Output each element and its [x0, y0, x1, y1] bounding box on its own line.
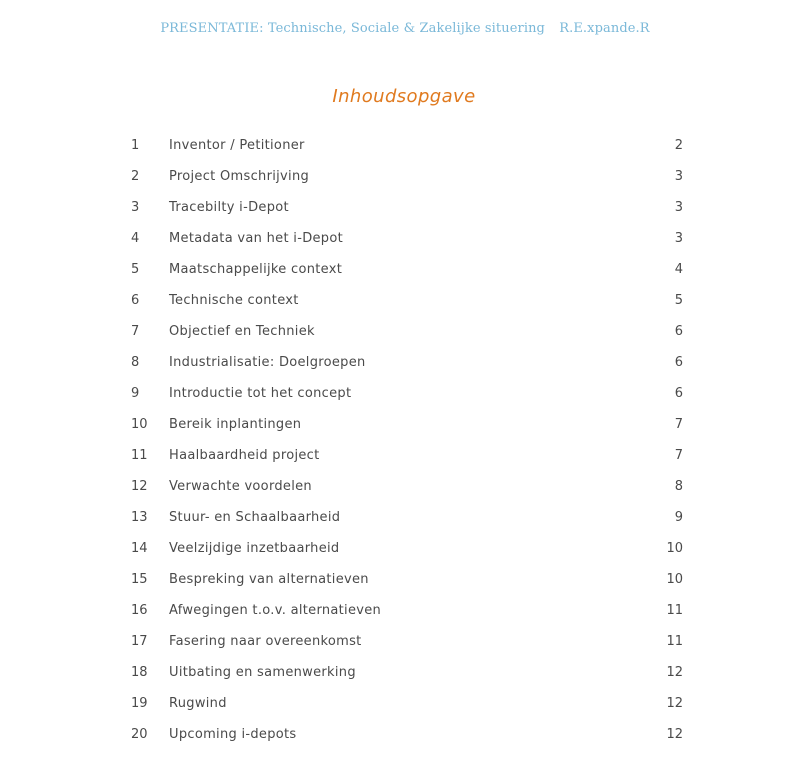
toc-entry-label[interactable]: Project Omschrijving: [169, 169, 310, 184]
toc-entry-page-number: 9: [674, 510, 683, 525]
toc-entry-label[interactable]: Afwegingen t.o.v. alternatieven: [169, 603, 382, 618]
toc-entry-page-number: 12: [666, 696, 683, 711]
toc-entry[interactable]: [0, 724, 792, 755]
toc-entry-number: 10: [131, 417, 148, 432]
toc-entry[interactable]: [0, 600, 792, 631]
toc-entry-page-number: 12: [666, 665, 683, 680]
toc-entry-label[interactable]: Introductie tot het concept: [169, 386, 352, 401]
toc-entry-number: 11: [131, 448, 148, 463]
toc-entry-number: 5: [131, 262, 140, 277]
toc-entry-label[interactable]: Bereik inplantingen: [169, 417, 302, 432]
toc-entry[interactable]: [0, 445, 792, 476]
toc-entry-label[interactable]: Upcoming i-depots: [169, 727, 297, 742]
page-header: [0, 21, 792, 36]
toc-entry-label[interactable]: Technische context: [169, 293, 299, 308]
toc-entry-page-number: 6: [674, 386, 683, 401]
toc-entry-page-number: 6: [674, 324, 683, 339]
toc-entry[interactable]: [0, 507, 792, 538]
toc-entry-number: 6: [131, 293, 140, 308]
toc-entry-number: 7: [131, 324, 140, 339]
toc-entry-page-number: 10: [666, 541, 683, 556]
toc-entry-label[interactable]: Metadata van het i-Depot: [169, 231, 344, 246]
toc-entry-label[interactable]: Rugwind: [169, 696, 227, 711]
toc-entry-label[interactable]: Inventor / Petitioner: [169, 138, 305, 153]
toc-entry[interactable]: [0, 662, 792, 693]
toc-entry-number: 12: [131, 479, 148, 494]
toc-entry-page-number: 6: [674, 355, 683, 370]
toc-entry-page-number: 12: [666, 727, 683, 742]
toc-entry-label[interactable]: Uitbating en samenwerking: [169, 665, 356, 680]
toc-entry-number: 20: [131, 727, 148, 742]
toc-entry-label[interactable]: Fasering naar overeenkomst: [169, 634, 362, 649]
toc-entry-number: 18: [131, 665, 148, 680]
toc-entry-label[interactable]: Stuur- en Schaalbaarheid: [169, 510, 341, 525]
toc-entry-number: 15: [131, 572, 148, 587]
toc-entry[interactable]: [0, 197, 792, 228]
toc-entry-page-number: 4: [674, 262, 683, 277]
toc-entry-label[interactable]: Maatschappelijke context: [169, 262, 343, 277]
toc-entry-number: 8: [131, 355, 140, 370]
toc-entry-page-number: 5: [674, 293, 683, 308]
toc-entry-number: 1: [131, 138, 140, 153]
toc-entry[interactable]: [0, 228, 792, 259]
toc-entry-number: 3: [131, 200, 140, 215]
toc-entry-number: 16: [131, 603, 148, 618]
toc-entry-label[interactable]: Haalbaardheid project: [169, 448, 320, 463]
toc-heading: Inhoudsopgave: [332, 86, 476, 107]
toc-entry-page-number: 10: [666, 572, 683, 587]
toc-entry-label[interactable]: Objectief en Techniek: [169, 324, 315, 339]
toc-entry-page-number: 3: [674, 169, 683, 184]
toc-entry[interactable]: [0, 259, 792, 290]
toc-entry-page-number: 7: [674, 448, 683, 463]
toc-entry[interactable]: [0, 414, 792, 445]
toc-entry-label[interactable]: Industrialisatie: Doelgroepen: [169, 355, 366, 370]
toc-entry-number: 2: [131, 169, 140, 184]
toc-entry[interactable]: [0, 569, 792, 600]
toc-entry-page-number: 2: [674, 138, 683, 153]
toc-entry-label[interactable]: Bespreking van alternatieven: [169, 572, 369, 587]
toc-entry-number: 19: [131, 696, 148, 711]
toc-entry-page-number: 3: [674, 231, 683, 246]
toc-entry[interactable]: [0, 383, 792, 414]
toc-entry[interactable]: [0, 135, 792, 166]
toc-entry[interactable]: [0, 538, 792, 569]
toc-entry-page-number: 3: [674, 200, 683, 215]
toc-entry[interactable]: [0, 166, 792, 197]
toc-entry-label[interactable]: Tracebilty i-Depot: [169, 200, 289, 215]
toc-entry-number: 17: [131, 634, 148, 649]
toc-entry-number: 13: [131, 510, 148, 525]
toc-entry[interactable]: [0, 693, 792, 724]
brand-name: R.E.xpande.R: [559, 21, 650, 36]
toc-entry-page-number: 11: [666, 634, 683, 649]
toc-entry-label[interactable]: Verwachte voordelen: [169, 479, 312, 494]
toc-entry-page-number: 8: [674, 479, 683, 494]
toc-entry-label[interactable]: Veelzijdige inzetbaarheid: [169, 541, 340, 556]
document-title: PRESENTATIE: Technische, Sociale & Zakelijke situering: [160, 21, 545, 36]
toc-entry[interactable]: [0, 352, 792, 383]
toc-entry-number: 14: [131, 541, 148, 556]
table-of-contents: [0, 135, 792, 755]
toc-entry[interactable]: [0, 321, 792, 352]
toc-entry[interactable]: [0, 290, 792, 321]
toc-entry-page-number: 7: [674, 417, 683, 432]
toc-entry[interactable]: [0, 476, 792, 507]
toc-entry-number: 4: [131, 231, 140, 246]
toc-entry-number: 9: [131, 386, 140, 401]
toc-entry[interactable]: [0, 631, 792, 662]
toc-entry-page-number: 11: [666, 603, 683, 618]
